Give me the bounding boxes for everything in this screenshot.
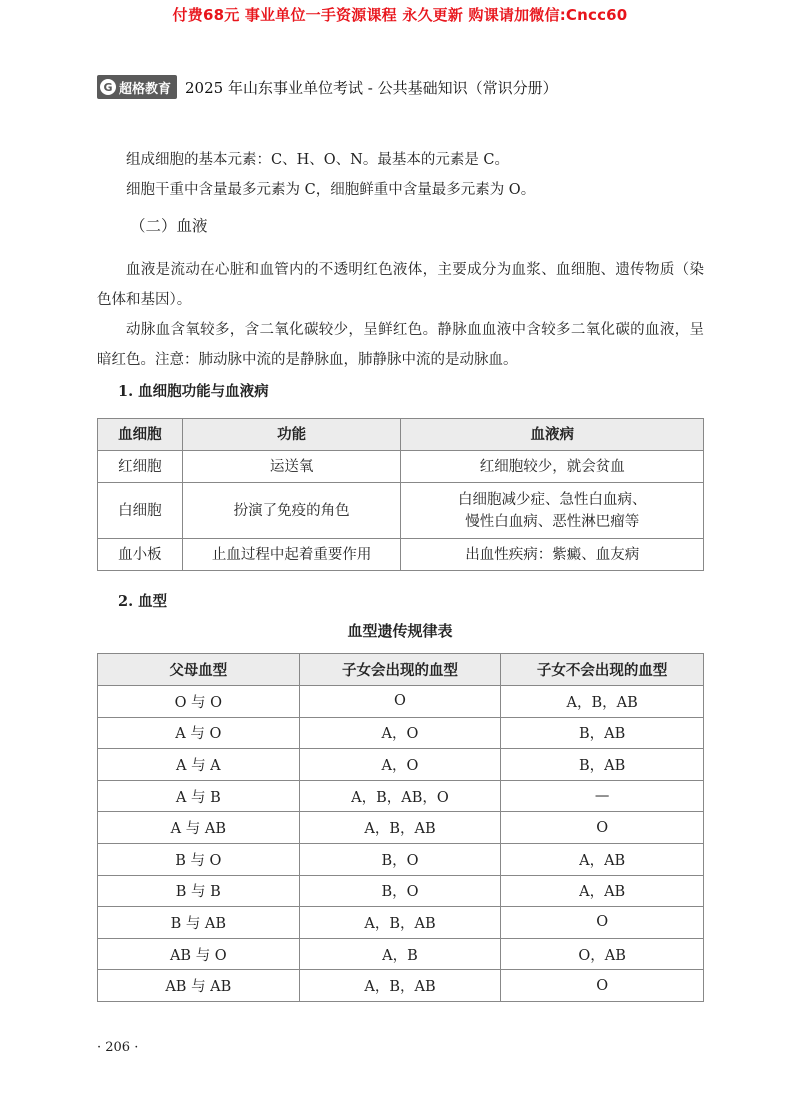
table-cell: B，O [299, 875, 501, 907]
table-cell: AB 与 AB [98, 970, 300, 1002]
table-cell: B，AB [501, 717, 704, 749]
table-header-row [98, 654, 704, 686]
table-cell: B 与 O [98, 843, 300, 875]
table-cell: — [501, 780, 704, 812]
table-cell: B，O [299, 843, 501, 875]
table-cell: A，AB [501, 843, 704, 875]
promo-banner: 付费68元 事业单位一手资源课程 永久更新 购课请加微信:Cncc60 [172, 6, 628, 24]
table-row [98, 717, 704, 749]
table-cell: 白细胞 [98, 483, 183, 539]
paragraph-elements: 组成细胞的基本元素：C、H、O、N。最基本的元素是 C。 [126, 152, 510, 168]
table-cell-line: 慢性白血病、恶性淋巴瘤等 [465, 513, 640, 530]
table-row [98, 686, 704, 718]
publisher-logo [97, 75, 177, 99]
table-cell: A，AB [501, 875, 704, 907]
table-header-cell: 子女不会出现的血型 [501, 654, 704, 686]
logo-text: 超格教育 [119, 81, 172, 97]
table-header-cell: 血液病 [401, 419, 704, 451]
table-cell: A，B [299, 938, 501, 970]
header-title: 2025 年山东事业单位考试 - 公共基础知识（常识分册） [185, 78, 558, 97]
table-header-cell: 子女会出现的血型 [299, 654, 501, 686]
table-row [98, 749, 704, 781]
logo-icon: G [100, 79, 116, 95]
blood-type-table [97, 653, 704, 1002]
table-cell: B 与 AB [98, 907, 300, 939]
table-cell: A，B，AB [501, 686, 704, 718]
table-cell: A，O [299, 717, 501, 749]
page-header [97, 74, 558, 100]
table-cell: A 与 B [98, 780, 300, 812]
table-cell: O，AB [501, 938, 704, 970]
table-cell: A，B，AB，O [299, 780, 501, 812]
table-cell: 止血过程中起着重要作用 [182, 539, 401, 571]
table-row [98, 451, 704, 483]
table-cell: 运送氧 [182, 451, 401, 483]
table-cell: B，AB [501, 749, 704, 781]
table-cell: 血小板 [98, 539, 183, 571]
blood-cell-table [97, 418, 704, 571]
table-cell: A 与 AB [98, 812, 300, 844]
table-cell: O [501, 970, 704, 1002]
table-cell: O [299, 686, 501, 718]
table-header-cell: 父母血型 [98, 654, 300, 686]
paragraph-blood-definition: 血液是流动在心脏和血管内的不透明红色液体，主要成分为血浆、血细胞、遗传物质（染色体和基因）。 [97, 262, 704, 308]
subheading-blood-type: 2. 血型 [118, 593, 168, 610]
subheading-blood-cells: 1. 血细胞功能与血液病 [118, 383, 269, 400]
table-cell: A，B，AB [299, 970, 501, 1002]
paragraph-weight: 细胞干重中含量最多元素为 C，细胞鲜重中含量最多元素为 O。 [126, 182, 536, 198]
section-heading: （二）血液 [130, 217, 208, 235]
table-row [98, 907, 704, 939]
table-cell [401, 483, 704, 539]
table-header-row [98, 419, 704, 451]
table-cell: 出血性疾病：紫癜、血友病 [401, 539, 704, 571]
table-row [98, 938, 704, 970]
table-row [98, 483, 704, 539]
table-cell: A 与 A [98, 749, 300, 781]
table-row [98, 812, 704, 844]
table-cell: 红细胞较少，就会贫血 [401, 451, 704, 483]
table-header-cell: 功能 [182, 419, 401, 451]
table-row [98, 970, 704, 1002]
table-row [98, 875, 704, 907]
table-cell: O [501, 812, 704, 844]
table-cell: A 与 O [98, 717, 300, 749]
table-cell: 红细胞 [98, 451, 183, 483]
table-cell-line: 白细胞减少症、急性白血病、 [457, 491, 647, 508]
table-header-cell: 血细胞 [98, 419, 183, 451]
table-cell: AB 与 O [98, 938, 300, 970]
table-cell: O 与 O [98, 686, 300, 718]
table-cell: A，B，AB [299, 907, 501, 939]
table-caption: 血型遗传规律表 [347, 622, 453, 640]
paragraph-blood-types: 动脉血含氧较多，含二氧化碳较少，呈鲜红色。静脉血血液中含较多二氧化碳的血液，呈暗红色。注意：肺动脉中流的是静脉血，肺静脉中流的是动脉血。 [97, 322, 704, 368]
table-row [98, 780, 704, 812]
table-cell: B 与 B [98, 875, 300, 907]
table-row [98, 843, 704, 875]
table-row [98, 539, 704, 571]
table-cell: A，O [299, 749, 501, 781]
table-cell: 扮演了免疫的角色 [182, 483, 401, 539]
page-number: · 206 · [97, 1040, 139, 1055]
table-cell: O [501, 907, 704, 939]
table-cell: A，B，AB [299, 812, 501, 844]
